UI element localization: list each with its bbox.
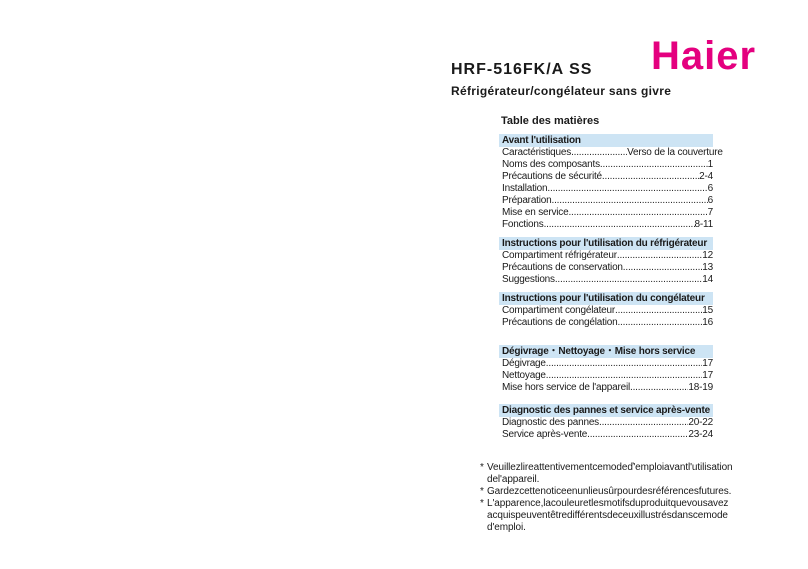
haier-logo: Haier bbox=[651, 34, 757, 78]
entry-page: 16 bbox=[702, 317, 713, 328]
entry-label: Caractéristiques bbox=[502, 147, 572, 158]
entry-label: Nettoyage bbox=[502, 370, 546, 381]
entry-page: 14 bbox=[702, 274, 713, 285]
toc-entry[interactable] bbox=[499, 382, 713, 394]
entry-page: 1 bbox=[707, 159, 713, 170]
entry-label: Précautions de conservation bbox=[502, 262, 623, 273]
toc-entry[interactable] bbox=[499, 274, 713, 286]
entry-page: 15 bbox=[702, 305, 713, 316]
entry-page: 6 bbox=[707, 183, 713, 194]
entry-label: Compartiment congélateur bbox=[502, 305, 616, 316]
toc-entry[interactable] bbox=[499, 317, 713, 329]
entry-page: 17 bbox=[702, 358, 713, 369]
leader-dots bbox=[571, 147, 627, 159]
toc-entry[interactable] bbox=[499, 207, 713, 219]
leader-dots bbox=[617, 250, 702, 262]
entry-page: 8-11 bbox=[694, 219, 713, 230]
entry-label: Service après-vente bbox=[502, 429, 588, 440]
entry-label: Préparation bbox=[502, 195, 552, 206]
toc-section bbox=[499, 134, 723, 231]
note-text: L'apparence,lacouleuretlesmotifsduproduitquevousavez acquispeuventêtredifférentsdeceuxillustrésdanscemode d'emploi. bbox=[487, 498, 729, 533]
leader-dots bbox=[546, 358, 702, 370]
asterisk: * bbox=[480, 486, 484, 497]
note-text: Veuillezlireattentivementcemodeď'emploiavantl'utilisation del'appareil. bbox=[487, 462, 733, 485]
entry-label: Précautions de congélation bbox=[502, 317, 618, 328]
entry-label: Compartiment réfrigérateur bbox=[502, 250, 617, 261]
leader-dots bbox=[623, 262, 702, 274]
toc-section bbox=[499, 292, 713, 329]
entry-page: 6 bbox=[707, 195, 713, 206]
entry-page: 13 bbox=[702, 262, 713, 273]
toc-section bbox=[499, 404, 713, 441]
leader-dots bbox=[555, 274, 702, 286]
note-item bbox=[480, 486, 740, 498]
entry-page: Verso de la couverture bbox=[627, 147, 723, 158]
leader-dots bbox=[615, 305, 702, 317]
section-header: Instructions pour l'utilisation du réfrigérateur bbox=[499, 237, 713, 250]
section-header: Instructions pour l'utilisation du congélateur bbox=[499, 292, 713, 305]
leader-dots bbox=[547, 183, 707, 195]
toc-entry[interactable] bbox=[499, 429, 713, 441]
toc-entry[interactable] bbox=[499, 195, 713, 207]
toc-section bbox=[499, 237, 713, 286]
note-item bbox=[480, 462, 740, 486]
entry-page: 18-19 bbox=[688, 382, 713, 393]
section-header: Dégivrage・Nettoyage・Mise hors service bbox=[499, 345, 713, 358]
entry-page: 20-22 bbox=[688, 417, 713, 428]
toc-entry[interactable] bbox=[499, 147, 723, 159]
note-item bbox=[480, 498, 740, 534]
entry-label: Mise en service bbox=[502, 207, 569, 218]
leader-dots bbox=[602, 171, 699, 183]
toc-entry[interactable] bbox=[499, 358, 713, 370]
leader-dots bbox=[546, 370, 702, 382]
entry-page: 7 bbox=[707, 207, 713, 218]
entry-label: Précautions de sécurité bbox=[502, 171, 602, 182]
leader-dots bbox=[600, 159, 708, 171]
entry-page: 2-4 bbox=[699, 171, 713, 182]
toc-entry[interactable] bbox=[499, 159, 713, 171]
toc-entry[interactable] bbox=[499, 250, 713, 262]
leader-dots bbox=[544, 219, 695, 231]
toc-title: Table des matières bbox=[501, 115, 600, 127]
toc-entry[interactable] bbox=[499, 370, 713, 382]
entry-label: Dégivrage bbox=[502, 358, 546, 369]
toc-entry[interactable] bbox=[499, 219, 713, 231]
leader-dots bbox=[568, 207, 707, 219]
toc-section bbox=[499, 345, 713, 394]
note-text: Gardezcettenoticeenunlieusûrpourdesréférencesfutures. bbox=[487, 486, 732, 497]
toc-entry[interactable] bbox=[499, 305, 713, 317]
asterisk: * bbox=[480, 498, 484, 509]
leader-dots bbox=[587, 429, 688, 441]
leader-dots bbox=[552, 195, 708, 207]
entry-label: Mise hors service de l'appareil bbox=[502, 382, 630, 393]
leader-dots bbox=[599, 417, 688, 429]
toc-entry[interactable] bbox=[499, 183, 713, 195]
toc-entry[interactable] bbox=[499, 262, 713, 274]
toc-entry[interactable] bbox=[499, 171, 713, 183]
entry-label: Installation bbox=[502, 183, 548, 194]
entry-page: 17 bbox=[702, 370, 713, 381]
entry-page: 12 bbox=[702, 250, 713, 261]
toc-entry[interactable] bbox=[499, 417, 713, 429]
entry-label: Suggestions bbox=[502, 274, 555, 285]
entry-page: 23-24 bbox=[688, 429, 713, 440]
entry-label: Noms des composants bbox=[502, 159, 600, 170]
section-header: Diagnostic des pannes et service après-vente bbox=[499, 404, 713, 417]
asterisk: * bbox=[480, 462, 484, 473]
section-header: Avant l'utilisation bbox=[499, 134, 713, 147]
notes bbox=[480, 462, 740, 534]
product-subtitle: Réfrigérateur/congélateur sans givre bbox=[451, 84, 672, 98]
model-number: HRF-516FK/A SS bbox=[451, 61, 593, 78]
entry-label: Fonctions bbox=[502, 219, 544, 230]
entry-label: Diagnostic des pannes bbox=[502, 417, 599, 428]
leader-dots bbox=[617, 317, 702, 329]
leader-dots bbox=[630, 382, 688, 394]
table-of-contents bbox=[499, 134, 723, 441]
